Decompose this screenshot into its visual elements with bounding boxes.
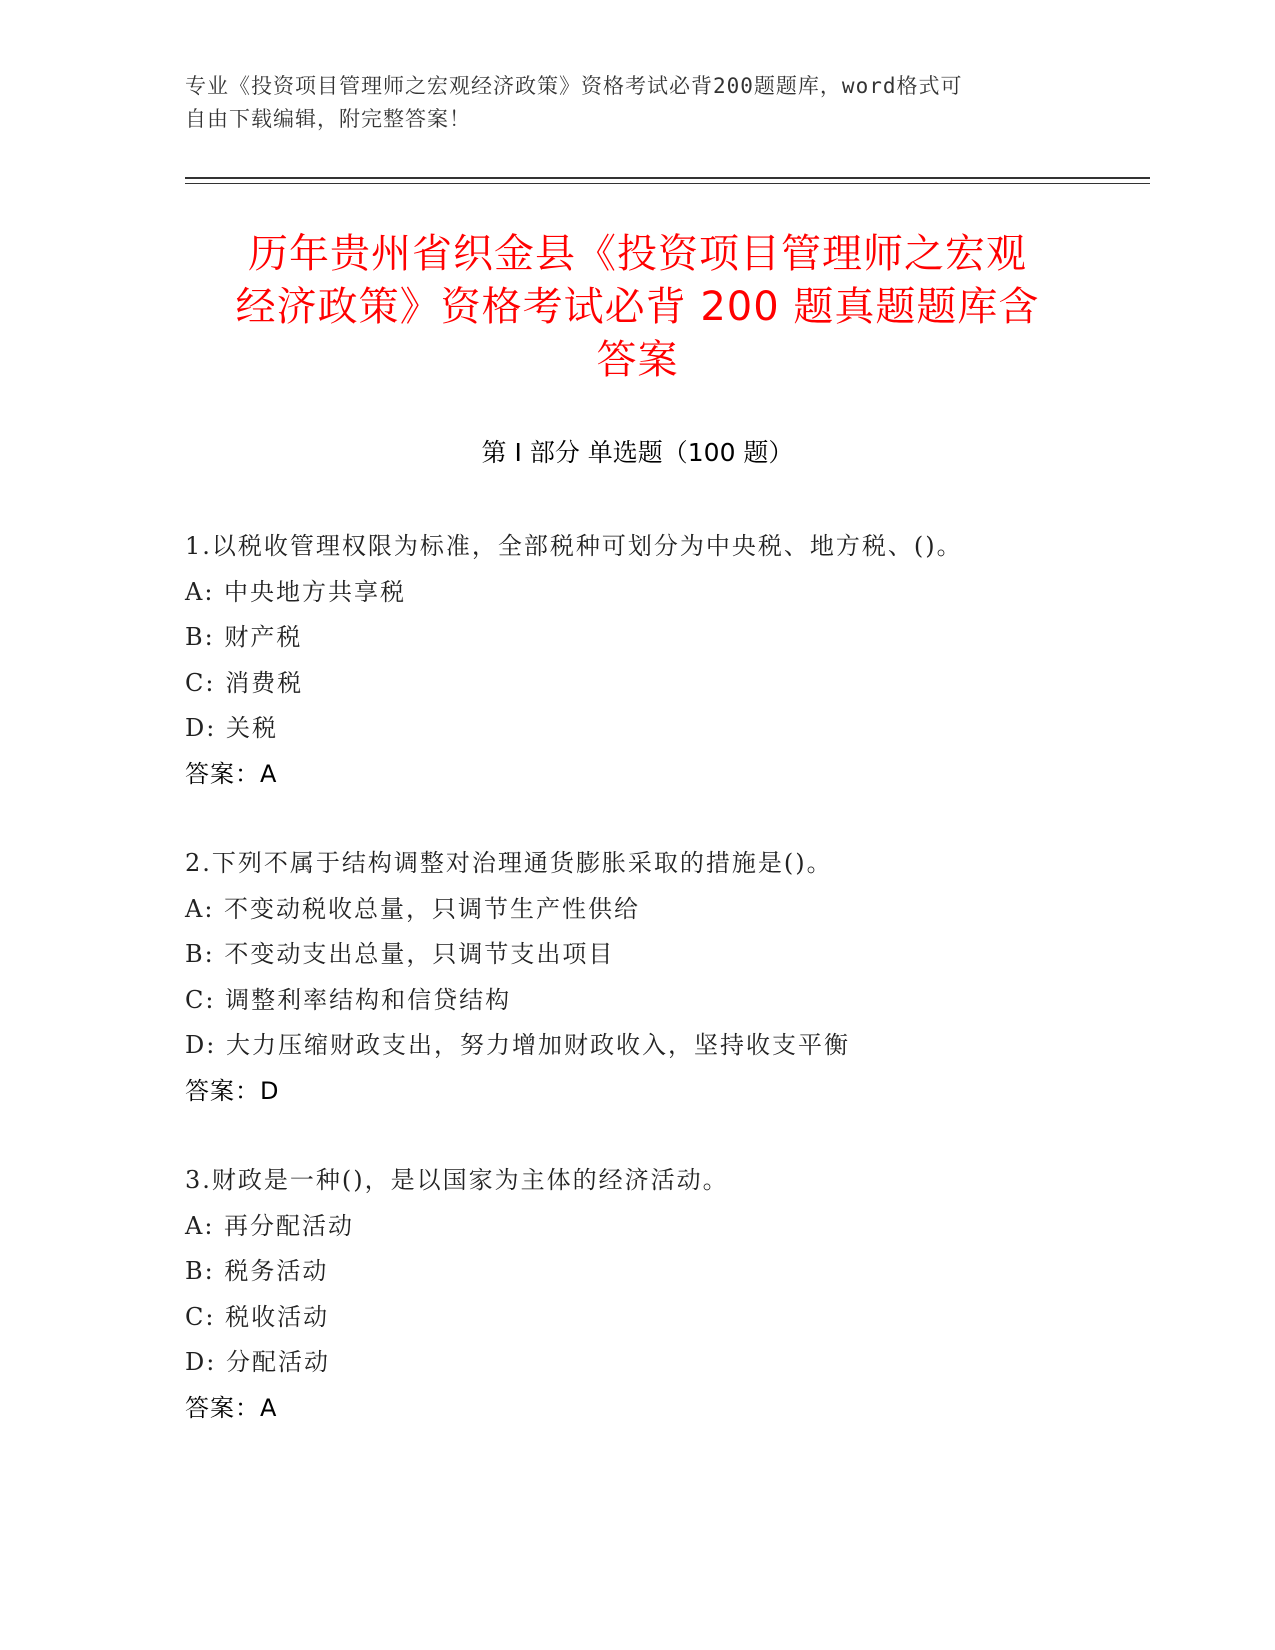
answer-line: 答案：A [185, 759, 278, 788]
option-d: D: 分配活动 [185, 1348, 330, 1376]
title-line: 历年贵州省织金县《投资项目管理师之宏观 [248, 231, 1027, 277]
answer-line: 答案：A [185, 1393, 278, 1422]
option-d: D: 大力压缩财政支出，努力增加财政收入，坚持收支平衡 [185, 1031, 850, 1059]
question-stem: 3.财政是一种()，是以国家为主体的经济活动。 [185, 1166, 729, 1194]
option-a: A: 中央地方共享税 [185, 577, 407, 606]
intro-line: 自由下载编辑，附完整答案！ [185, 107, 471, 131]
option-c: C: 调整利率结构和信贷结构 [185, 985, 512, 1014]
title-line: 答案 [596, 337, 679, 383]
page-title [185, 228, 1090, 387]
question-stem: 2.下列不属于结构调整对治理通货膨胀采取的措施是()。 [185, 849, 833, 877]
option-c: C: 税收活动 [185, 1302, 330, 1331]
intro-line: 专业《投资项目管理师之宏观经济政策》资格考试必背200题题库，word格式可 [185, 74, 963, 98]
title-line: 经济政策》资格考试必背 200 题真题题库含 [235, 284, 1040, 330]
answer-line: 答案：D [185, 1076, 280, 1105]
question-stem: 1.以税收管理权限为标准，全部税种可划分为中央税、地方税、()。 [185, 532, 963, 560]
header-rule [185, 177, 1150, 179]
option-b: B: 不变动支出总量，只调节支出项目 [185, 940, 615, 968]
header-rule-thin [185, 183, 1150, 184]
question-3 [185, 1158, 1145, 1431]
option-b: B: 财产税 [185, 623, 303, 651]
question-1 [185, 524, 1145, 797]
option-c: C: 消费税 [185, 668, 304, 697]
option-a: A: 不变动税收总量，只调节生产性供给 [185, 894, 641, 923]
option-a: A: 再分配活动 [185, 1211, 355, 1240]
intro-text [185, 70, 1065, 136]
option-b: B: 税务活动 [185, 1257, 329, 1285]
option-d: D: 关税 [185, 714, 278, 742]
question-2 [185, 841, 1145, 1114]
section-heading: 第 I 部分 单选题（100 题） [481, 438, 794, 467]
